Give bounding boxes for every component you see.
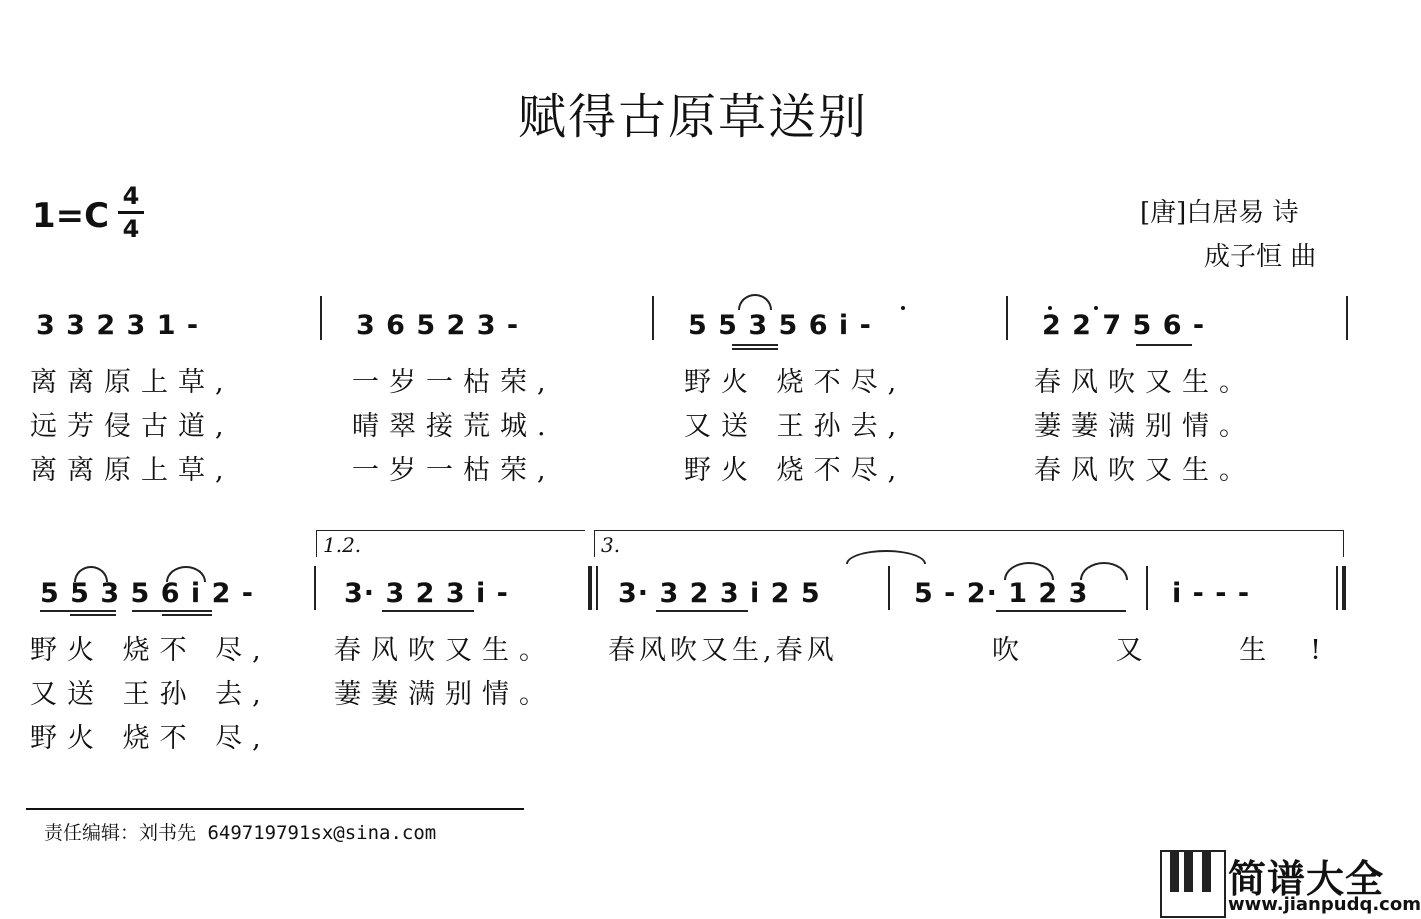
logo-title: 简谱大全	[1228, 857, 1385, 901]
lyricist-credit: [唐]白居易 诗	[1140, 198, 1299, 228]
piano-icon	[1160, 850, 1226, 918]
measure-4: 2 2 7 5 6 -	[1042, 310, 1206, 341]
barline	[888, 566, 890, 610]
barline	[320, 296, 322, 340]
key-signature: 1=C	[32, 196, 110, 236]
barline	[1336, 566, 1338, 610]
lyric-line-2-part-4: 萋萋满别情。	[1034, 411, 1256, 442]
time-sig-bar	[118, 211, 144, 214]
time-sig-bottom: 4	[122, 215, 140, 243]
barline	[314, 566, 316, 610]
lyric-line-5-part-1: 又送 王孙 去,	[30, 679, 271, 710]
lyric-line-3-part-1: 离离原上草,	[30, 455, 234, 486]
lyric-line-3-part-3: 野火 烧不尽,	[684, 455, 907, 486]
measure-9: i - - -	[1172, 578, 1251, 609]
footer-rule	[26, 808, 524, 810]
slur-mark	[74, 566, 108, 582]
composer-credit: 成子恒 曲	[1204, 242, 1317, 272]
octave-dot	[1094, 306, 1098, 310]
lyric-line-3-part-2: 一岁一枯荣,	[352, 455, 556, 486]
lyric-line-6-part-1: 野火 烧不 尽,	[30, 723, 271, 754]
eighth-underline	[382, 610, 474, 612]
volta-bracket-2	[594, 530, 1344, 557]
time-signature	[118, 182, 144, 243]
measure-3: 5 5 3 5 6 i -	[688, 310, 872, 341]
sixteenth-underline	[732, 348, 778, 350]
logo-url: www.jianpudq.com	[1228, 894, 1421, 915]
measure-1: 3 3 2 3 1 -	[36, 310, 200, 341]
measure-8: 5 - 2· 1 2 3	[914, 578, 1089, 609]
time-sig-top: 4	[122, 182, 140, 210]
eighth-underline	[656, 610, 748, 612]
measure-6: 3· 3 2 3 i -	[344, 578, 509, 609]
octave-dot	[901, 306, 905, 310]
editor-credit: 责任编辑：刘书先 649719791sx@sina.com	[44, 822, 437, 844]
site-logo[interactable]	[1160, 850, 1421, 919]
volta-label-2: 3.	[601, 533, 621, 557]
barline	[652, 296, 654, 340]
slur-mark	[166, 566, 206, 582]
barline	[596, 566, 598, 610]
eighth-underline	[132, 610, 212, 612]
octave-dot	[1048, 306, 1052, 310]
barline	[1146, 566, 1148, 610]
slur-mark	[1080, 562, 1128, 580]
eighth-underline	[732, 344, 778, 346]
lyric-line-2-part-1: 远芳侵古道,	[30, 411, 234, 442]
barline	[1006, 296, 1008, 340]
lyric-line-1-part-1: 离离原上草,	[30, 367, 234, 398]
sixteenth-underline	[162, 614, 212, 616]
sixteenth-underline	[70, 614, 116, 616]
final-barline	[1342, 566, 1346, 610]
lyric-line-1-part-2: 一岁一枯荣,	[352, 367, 556, 398]
lyric-line-2-part-3: 又送 王孙去,	[684, 411, 907, 442]
slur-mark	[738, 294, 772, 310]
volta-label-1: 1.2.	[323, 533, 362, 557]
page-title: 赋得古原草送别	[517, 89, 868, 145]
slur-mark	[1004, 562, 1054, 580]
lyric-line-1-part-4: 春风吹又生。	[1034, 367, 1256, 398]
lyric-line-4-part-3: 春风吹又生,春风	[608, 635, 838, 666]
measure-7: 3· 3 2 3 i 2 5	[618, 578, 821, 609]
lyric-line-5-part-2: 萋萋满别情。	[334, 679, 556, 710]
measure-2: 3 6 5 2 3 -	[356, 310, 520, 341]
lyric-line-4-part-4: 吹 又 生!	[992, 635, 1366, 666]
barline	[1346, 296, 1348, 340]
lyric-line-1-part-3: 野火 烧不尽,	[684, 367, 907, 398]
lyric-line-2-part-2: 晴翠接荒城.	[352, 411, 556, 442]
repeat-barline	[588, 566, 592, 610]
eighth-underline	[40, 610, 116, 612]
lyric-line-4-part-1: 野火 烧不 尽,	[30, 635, 271, 666]
eighth-underline	[1136, 344, 1192, 346]
eighth-underline	[996, 610, 1126, 612]
lyric-line-3-part-4: 春风吹又生。	[1034, 455, 1256, 486]
volta-bracket-1	[316, 530, 585, 557]
lyric-line-4-part-2: 春风吹又生。	[334, 635, 556, 666]
measure-5: 5 5 3 5 6 i 2 -	[40, 578, 254, 609]
